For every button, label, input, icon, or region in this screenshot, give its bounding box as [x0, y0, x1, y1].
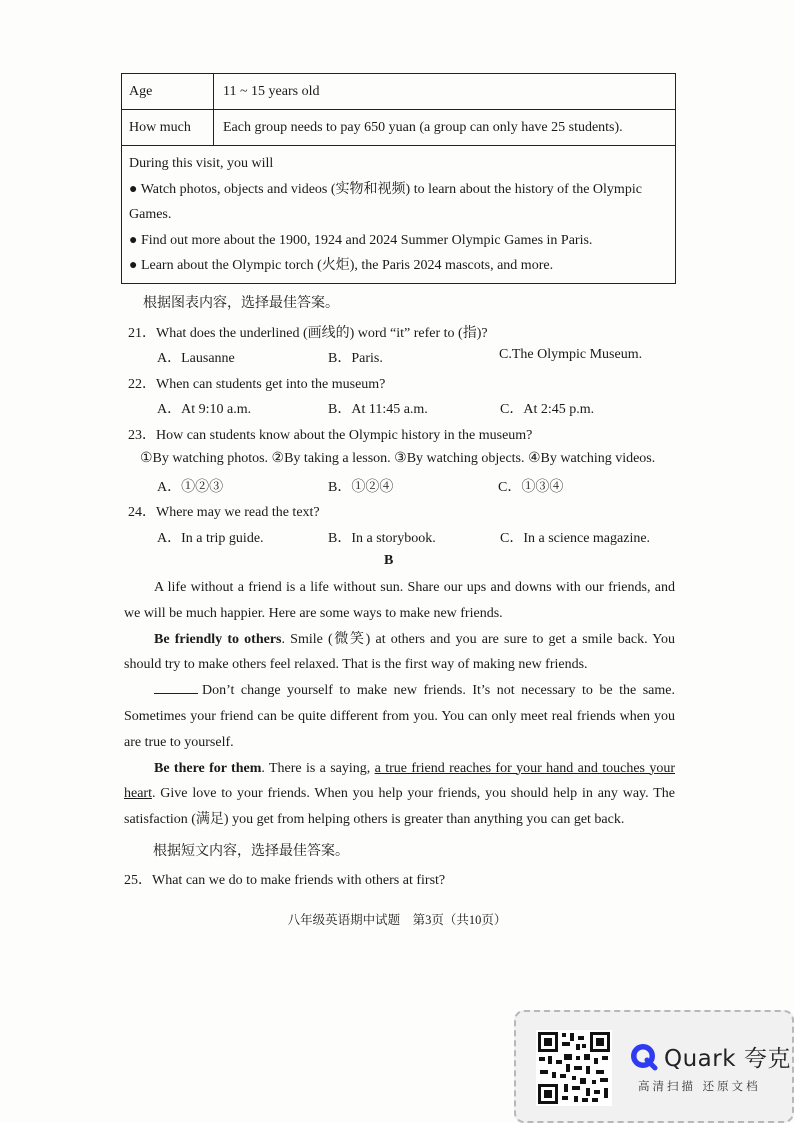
paragraph-4-heading: Be there for them: [154, 760, 262, 776]
paragraph-2-heading: Be friendly to others: [154, 631, 282, 647]
table-value: Each group needs to pay 650 yuan (a group can only have 25 students).: [223, 119, 623, 135]
option-23c: C．①③④: [498, 480, 564, 495]
info-table: [121, 73, 676, 284]
section-b-instruction: 根据短文内容，选择最佳答案。: [153, 844, 349, 859]
paragraph-3: [124, 678, 675, 755]
quark-brand: [630, 1040, 791, 1073]
table-key: How much: [122, 110, 214, 145]
answer-blank[interactable]: [154, 681, 198, 694]
qr-code-icon: [536, 1030, 612, 1106]
question-24: 24．Where may we read the text?: [128, 505, 320, 520]
page-footer: 八年级英语期中试题 第3页（共10页）: [287, 913, 507, 927]
option-21b: B．Paris.: [328, 351, 383, 366]
quark-logo-icon: [630, 1043, 658, 1071]
paragraph-3-text: Don’t change yourself to make new friends. It’s not necessary to be the same. Sometimes your friend can be quite different from you. You can only meet real friends when you are true to yourself.: [124, 683, 675, 750]
visit-line: During this visit, you will: [129, 156, 274, 171]
option-24a: A．In a trip guide.: [157, 531, 264, 546]
question-22: 22．When can students get into the museum?: [128, 377, 386, 392]
paragraph-4: [124, 756, 675, 833]
quark-tagline: 高清扫描 还原文档: [638, 1079, 761, 1093]
paragraph-1: A life without a friend is a life without sun. Share our ups and downs with our friends, and we will be much happier. Here are some ways to make new friends.: [124, 580, 675, 621]
visit-line: ● Find out more about the 1900, 1924 and 2024 Summer Olympic Games in Paris.: [129, 232, 593, 248]
visit-line: ● Learn about the Olympic torch (火炬), the Paris 2024 mascots, and more.: [129, 258, 554, 273]
visit-line: Games.: [129, 207, 172, 222]
option-22a: A．At 9:10 a.m.: [157, 402, 252, 417]
option-24b: B．In a storybook.: [328, 531, 436, 546]
option-24c: C．In a science magazine.: [500, 531, 651, 546]
visit-details: [122, 146, 675, 283]
section-b-heading: B: [384, 553, 394, 568]
visit-line: ● Watch photos, objects and videos (实物和视频) to learn about the history of the Olympic: [129, 181, 642, 197]
paragraph-2: [124, 627, 675, 679]
paragraph-2-text: . Smile (微笑) at others and you are sure to get a smile back. You should try to make others feel relaxed. That is the first way of making new friends.: [124, 631, 676, 673]
quark-watermark: [514, 1010, 794, 1123]
option-22b: B．At 11:45 a.m.: [328, 402, 428, 417]
question-25: 25．What can we do to make friends with others at first?: [124, 873, 446, 888]
passage-b: [124, 575, 675, 833]
question-23: 23．How can students know about the Olympic history in the museum?: [128, 428, 533, 443]
option-22c: C．At 2:45 p.m.: [500, 402, 595, 417]
option-23b: B．①②④: [328, 480, 394, 495]
option-23a: A．①②③: [157, 480, 224, 495]
table-row: [122, 110, 675, 146]
question-23-choices: ①By watching photos. ②By taking a lesson. ③By watching objects. ④By watching videos.: [140, 451, 656, 466]
table-key: Age: [122, 74, 214, 109]
option-21c: C.The Olympic Museum.: [499, 347, 643, 362]
paragraph-4-text: . There is a saying,: [261, 760, 375, 776]
paragraph-4-rest: . Give love to your friends. When you help your friends, you should help in any way. The satisfaction (满足) you get from helping others is greater than anything you can get back.: [124, 786, 675, 828]
question-21: 21．What does the underlined (画线的) word “it” refer to (指)?: [128, 326, 488, 341]
option-21a: A．Lausanne: [157, 351, 235, 366]
section-a-instruction: 根据图表内容，选择最佳答案。: [143, 296, 339, 311]
table-value: 11 ~ 15 years old: [223, 83, 320, 99]
quark-brand-text: Quark 夸克: [664, 1046, 791, 1072]
table-row: [122, 74, 675, 110]
underlined-saying: a true friend reaches for your hand and touches your heart: [124, 760, 675, 802]
